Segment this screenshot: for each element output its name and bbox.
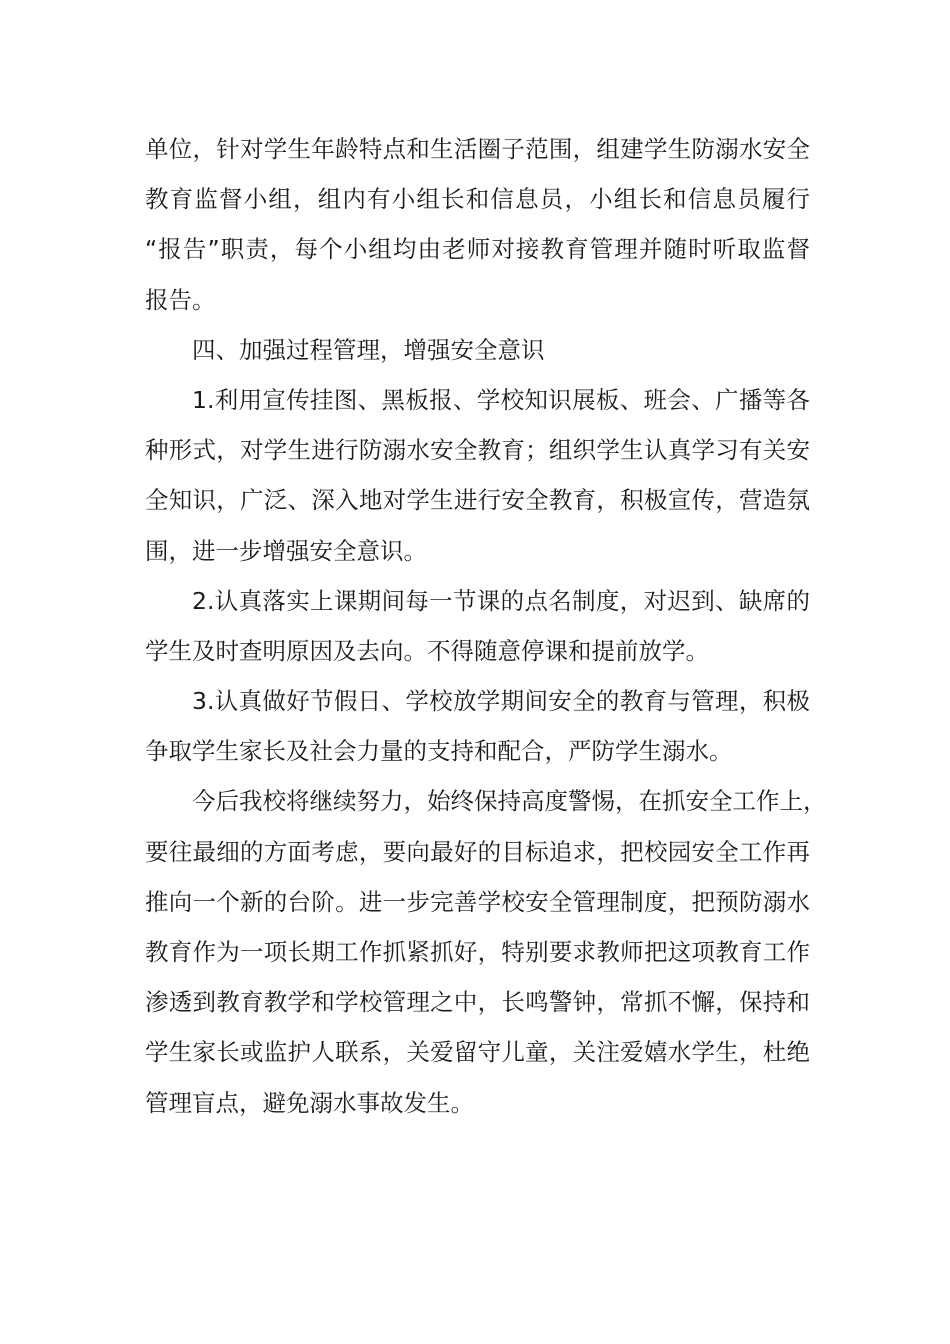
text-line: 推向一个新的台阶。进一步完善学校安全管理制度，把预防溺水 bbox=[145, 887, 810, 916]
text-line: 报告。 bbox=[145, 285, 216, 314]
text-line: 渗透到教育教学和学校管理之中，长鸣警钟，常抓不懈，保持和 bbox=[145, 988, 810, 1017]
text-line: 管理盲点，避免溺水事故发生。 bbox=[145, 1088, 474, 1117]
text-line: 教育监督小组，组内有小组长和信息员，小组长和信息员履行 bbox=[145, 185, 810, 214]
document-body bbox=[145, 124, 827, 1128]
text-line: 1.利用宣传挂图、黑板报、学校知识展板、班会、广播等各 bbox=[192, 385, 810, 414]
text-line: 围，进一步增强安全意识。 bbox=[145, 536, 427, 565]
text-line: 要往最细的方面考虑，要向最好的目标追求，把校园安全工作再 bbox=[145, 837, 810, 866]
text-line: 教育作为一项长期工作抓紧抓好，特别要求教师把这项教育工作 bbox=[145, 938, 810, 966]
text-line: 2.认真落实上课期间每一节课的点名制度，对迟到、缺席的 bbox=[192, 586, 810, 615]
text-line: 单位，针对学生年龄特点和生活圈子范围，组建学生防溺水安全 bbox=[145, 135, 810, 163]
text-line: 学生家长或监护人联系，关爱留守儿童，关注爱嬉水学生，杜绝 bbox=[145, 1038, 810, 1067]
text-line: 今后我校将继续努力，始终保持高度警惕，在抓安全工作上， bbox=[192, 787, 827, 816]
text-line: 争取学生家长及社会力量的支持和配合，严防学生溺水。 bbox=[145, 737, 733, 766]
text-line: 种形式，对学生进行防溺水安全教育；组织学生认真学习有关安 bbox=[145, 436, 810, 465]
text-line: 3.认真做好节假日、学校放学期间安全的教育与管理，积极 bbox=[192, 687, 810, 716]
text-line: 全知识，广泛、深入地对学生进行安全教育，积极宣传，营造氛 bbox=[145, 486, 810, 515]
section-heading: 四、加强过程管理，增强安全意识 bbox=[192, 335, 545, 364]
text-line: “报告”职责，每个小组均由老师对接教育管理并随时听取监督 bbox=[145, 235, 810, 264]
text-line: 学生及时查明原因及去向。不得随意停课和提前放学。 bbox=[145, 636, 709, 665]
